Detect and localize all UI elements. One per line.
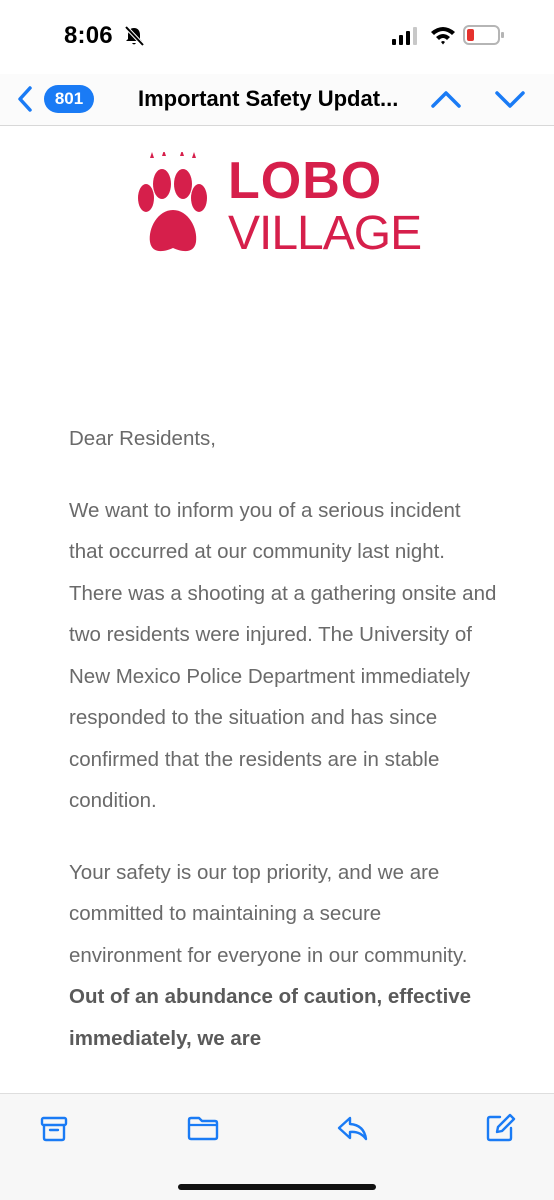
email-subject-title: Important Safety Updat... — [138, 86, 399, 111]
reply-icon[interactable] — [336, 1112, 368, 1144]
chevron-up-icon[interactable] — [430, 86, 462, 112]
status-time: 8:06 — [64, 22, 113, 49]
cellular-signal-icon — [392, 27, 418, 45]
email-paragraph-emphasis: Out of an abundance of caution, effective immediately, we are — [69, 985, 472, 1050]
email-paragraph — [69, 852, 499, 1060]
bell-slash-icon — [123, 25, 145, 47]
compose-icon[interactable] — [484, 1112, 516, 1144]
logo-text-lobo: LOBO — [228, 152, 383, 210]
status-bar — [0, 0, 554, 74]
chevron-down-icon[interactable] — [494, 86, 526, 112]
home-indicator[interactable] — [178, 1184, 376, 1190]
paw-print-icon — [136, 152, 210, 260]
chevron-left-icon[interactable] — [14, 84, 36, 114]
archive-icon[interactable] — [38, 1112, 70, 1144]
lobo-village-logo — [136, 152, 426, 262]
battery-low-icon — [463, 24, 505, 46]
mail-nav-bar — [0, 74, 554, 126]
email-paragraph: We want to inform you of a serious incident that occurred at our community last night. There was a shooting at a gathering onsite and two residents were injured. The University of New Mexico Police Department immediately responded to the situation and has since confirmed that the residents are in stable condition. — [69, 498, 497, 812]
logo-text-village: VILLAGE — [228, 207, 422, 260]
email-paragraph-text: Your safety is our top priority, and we are committed to maintaining a secure environment for everyone in our community. — [69, 860, 468, 967]
unread-count-badge[interactable]: 801 — [44, 85, 94, 113]
email-greeting: Dear Residents, — [69, 427, 216, 450]
folder-icon[interactable] — [187, 1112, 219, 1144]
email-body — [69, 418, 499, 1089]
wifi-icon — [430, 25, 456, 45]
